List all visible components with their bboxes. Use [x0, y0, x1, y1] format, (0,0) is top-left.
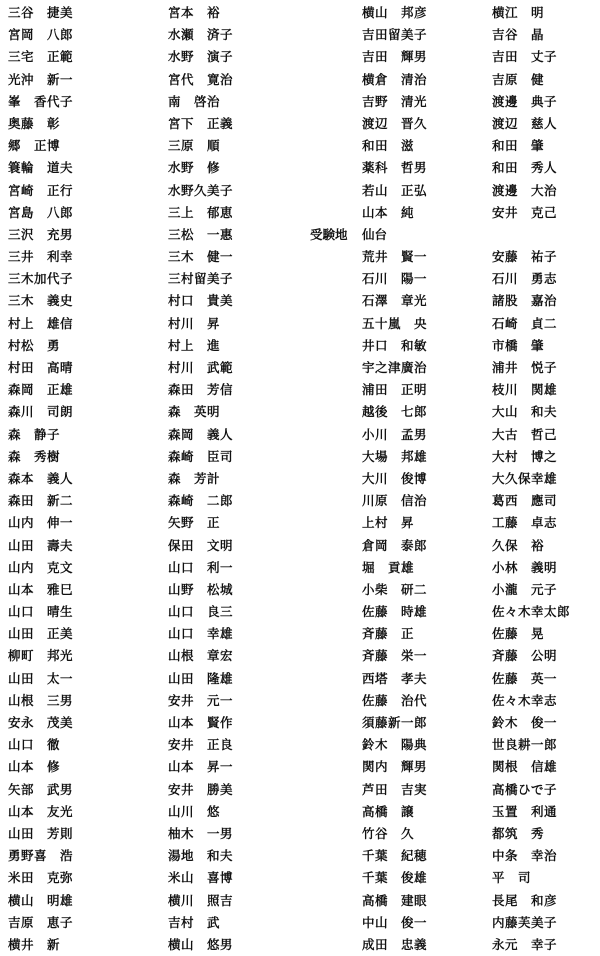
name-entry: 山本 昇一 — [168, 759, 234, 775]
name-entry: 中条 幸治 — [492, 848, 558, 864]
name-entry: 山口 利一 — [168, 559, 234, 575]
name-entry: 森田 新二 — [8, 493, 74, 509]
name-entry: 倉岡 泰郎 — [362, 537, 428, 553]
name-entry: 山本 友光 — [8, 803, 74, 819]
name-entry: 山田 太一 — [8, 670, 74, 686]
name-entry: 森岡 義人 — [168, 426, 234, 442]
name-entry: 峯 香代子 — [8, 93, 74, 109]
name-entry: 斉藤 公明 — [492, 648, 558, 664]
name-entry: 大久保幸雄 — [492, 470, 558, 486]
name-entry: 柳町 邦光 — [8, 648, 74, 664]
name-entry: 宇之津廣治 — [362, 360, 428, 375]
name-entry: 和田 肇 — [492, 138, 545, 154]
name-entry: 三木 義史 — [8, 293, 74, 309]
name-entry: 須藤新一郎 — [362, 715, 428, 730]
name-entry: 三木加代子 — [8, 271, 74, 287]
name-entry: 薬科 哲男 — [362, 160, 428, 176]
name-entry: 村田 高晴 — [8, 360, 74, 375]
name-entry: 南 啓治 — [168, 93, 221, 109]
name-entry: 森 英明 — [168, 404, 221, 420]
name-entry: 森岡 正雄 — [8, 382, 74, 398]
name-entry: 山本 純 — [362, 204, 415, 220]
name-entry: 鈴木 俊一 — [492, 715, 558, 730]
name-entry: 横山 邦彦 — [362, 5, 428, 20]
name-entry: 山内 克文 — [8, 559, 74, 575]
name-entry: 横山 悠男 — [168, 936, 234, 952]
name-entry: 宮崎 正行 — [8, 182, 74, 198]
name-entry: 米山 喜博 — [168, 870, 234, 886]
name-entry: 若山 正弘 — [362, 182, 428, 198]
name-entry: 安井 勝美 — [168, 781, 234, 797]
name-entry: 森 芳計 — [168, 470, 221, 486]
name-entry: 横江 明 — [492, 5, 545, 20]
name-entry: 浦田 正明 — [362, 382, 428, 398]
name-entry: 鈴木 陽典 — [362, 737, 428, 753]
name-entry: 安井 正良 — [168, 737, 234, 753]
name-entry: 成田 忠義 — [362, 936, 428, 952]
name-entry: 五十嵐 央 — [362, 315, 428, 331]
name-entry: 勇野喜 浩 — [8, 848, 74, 864]
name-entry: 山田 正美 — [8, 626, 74, 642]
name-entry: 長尾 和彦 — [492, 892, 558, 908]
name-entry: 平 司 — [492, 870, 532, 886]
name-entry: 大山 和夫 — [492, 404, 558, 420]
name-entry: 吉原 健 — [492, 71, 545, 87]
name-entry: 斉藤 正 — [362, 626, 415, 642]
name-entry: 渡辺 慈人 — [492, 115, 558, 131]
name-entry: 佐々木幸太郎 — [492, 604, 571, 620]
name-entry: 吉野 清光 — [362, 93, 428, 109]
name-entry: 和田 滋 — [362, 138, 415, 154]
name-entry: 柚木 一男 — [168, 825, 234, 841]
name-entry: 山口 良三 — [168, 604, 234, 620]
name-entry: 斉藤 栄一 — [362, 648, 428, 664]
name-entry: 大川 俊博 — [362, 470, 428, 486]
name-entry: 三上 郁恵 — [168, 204, 234, 220]
name-entry: 井口 和敏 — [362, 337, 428, 353]
name-entry: 矢部 武男 — [8, 781, 74, 797]
name-entry: 佐藤 英一 — [492, 670, 558, 686]
exam-location-value: 仙台 — [362, 227, 388, 242]
name-entry: 水野 演子 — [168, 49, 234, 65]
name-entry: 村上 進 — [168, 337, 221, 353]
name-entry: 山本 修 — [8, 759, 61, 775]
name-entry: 保田 文明 — [168, 537, 234, 553]
name-entry: 安永 茂美 — [8, 715, 74, 730]
name-entry: 奥藤 彰 — [8, 115, 61, 131]
name-entry: 三原 順 — [168, 138, 221, 154]
name-entry: 横倉 清治 — [362, 71, 428, 87]
name-entry: 郷 正博 — [8, 138, 61, 154]
name-entry: 山田 壽夫 — [8, 537, 74, 553]
name-entry: 水野 修 — [168, 160, 221, 176]
name-entry: 森川 司朗 — [8, 404, 74, 420]
name-entry: 都筑 秀 — [492, 825, 545, 841]
name-entry: 村川 昇 — [168, 315, 221, 331]
name-entry: 山本 雅巳 — [8, 581, 74, 597]
name-entry: 水瀬 済子 — [168, 27, 234, 43]
name-entry: 小柴 研二 — [362, 581, 428, 597]
name-entry: 高橋 譲 — [362, 803, 415, 819]
name-entry: 三木 健一 — [168, 249, 234, 265]
name-entry: 渡邊 典子 — [492, 93, 558, 109]
name-entry: 村口 貴美 — [168, 293, 234, 309]
name-entry: 中山 俊一 — [362, 914, 428, 930]
name-entry: 枝川 関雄 — [492, 382, 558, 398]
name-entry: 三宅 正範 — [8, 49, 74, 65]
name-entry: 佐藤 治代 — [362, 692, 428, 708]
name-entry: 関内 輝男 — [362, 759, 428, 775]
name-entry: 小瀧 元子 — [492, 581, 558, 597]
name-entry: 湯地 和夫 — [168, 848, 234, 864]
name-entry: 工藤 卓志 — [492, 515, 558, 531]
name-entry: 簑輪 道夫 — [8, 160, 74, 176]
name-entry: 大古 哲己 — [492, 426, 558, 442]
name-entry: 諸股 嘉治 — [492, 293, 558, 309]
name-column-3 — [362, 2, 472, 956]
name-column-1 — [8, 2, 118, 956]
name-entry: 堀 貢雄 — [362, 559, 415, 575]
exam-location-label: 受験地 — [310, 227, 348, 242]
name-entry: 宮下 正義 — [168, 115, 234, 131]
name-entry: 永元 幸子 — [492, 936, 558, 952]
name-entry: 吉谷 晶 — [492, 27, 545, 43]
name-entry: 世良耕一郎 — [492, 737, 558, 753]
name-entry: 高橋ひで子 — [492, 781, 558, 797]
name-entry: 石川 陽一 — [362, 271, 428, 287]
name-entry: 森崎 二郎 — [168, 493, 234, 509]
name-entry: 山田 隆雄 — [168, 670, 234, 686]
name-entry: 山根 三男 — [8, 692, 74, 708]
name-entry: 越後 七郎 — [362, 404, 428, 420]
name-entry: 山口 晴生 — [8, 604, 74, 620]
name-entry: 森 静子 — [8, 426, 61, 442]
name-entry: 竹谷 久 — [362, 825, 415, 841]
name-entry: 山内 伸一 — [8, 515, 74, 531]
name-entry: 森田 芳信 — [168, 382, 234, 398]
name-entry: 吉田 輝男 — [362, 49, 428, 65]
name-entry: 石澤 章光 — [362, 293, 428, 309]
name-column-2 — [168, 2, 278, 956]
name-entry: 光沖 新一 — [8, 71, 74, 87]
name-entry: 山口 徹 — [8, 737, 61, 753]
name-entry: 関根 信雄 — [492, 759, 558, 775]
name-column-4 — [492, 2, 600, 956]
name-entry: 佐藤 時雄 — [362, 604, 428, 620]
name-entry: 内藤芙美子 — [492, 914, 558, 930]
name-entry: 山川 悠 — [168, 803, 221, 819]
name-entry: 佐々木幸志 — [492, 692, 558, 708]
name-entry: 千葉 紀穂 — [362, 848, 428, 864]
name-entry: 三村留美子 — [168, 271, 234, 287]
name-entry: 上村 昇 — [362, 515, 415, 531]
name-entry: 三沢 充男 — [8, 226, 74, 242]
name-entry: 渡邊 大治 — [492, 182, 558, 198]
name-entry: 山野 松城 — [168, 581, 234, 597]
name-entry: 渡辺 晋久 — [362, 115, 428, 131]
name-entry: 宮代 寛治 — [168, 71, 234, 87]
name-entry: 宮岡 八郎 — [8, 27, 74, 43]
name-entry: 横井 新 — [8, 936, 61, 952]
name-entry: 吉田留美子 — [362, 27, 428, 43]
name-entry: 山田 芳則 — [8, 825, 74, 841]
name-entry: 西塔 孝夫 — [362, 670, 428, 686]
name-entry: 吉村 武 — [168, 914, 221, 930]
name-entry: 大場 邦雄 — [362, 448, 428, 464]
name-entry: 村松 勇 — [8, 337, 61, 353]
name-entry: 森崎 臣司 — [168, 448, 234, 464]
name-entry: 三井 利幸 — [8, 249, 74, 265]
name-entry — [492, 224, 600, 246]
name-entry: 吉原 恵子 — [8, 914, 74, 930]
name-entry: 小林 義明 — [492, 559, 558, 575]
name-entry: 高橋 建眼 — [362, 892, 428, 908]
name-entry: 荒井 賢一 — [362, 249, 428, 265]
name-entry: 佐藤 晃 — [492, 626, 545, 642]
name-entry: 宮島 八郎 — [8, 204, 74, 220]
name-entry: 石川 勇志 — [492, 271, 558, 287]
name-entry: 吉田 丈子 — [492, 49, 558, 65]
name-entry: 山本 賢作 — [168, 715, 234, 730]
name-entry: 市橋 肇 — [492, 337, 545, 353]
name-entry: 葛西 應司 — [492, 493, 558, 509]
name-entry: 久保 裕 — [492, 537, 545, 553]
name-entry: 石崎 貞二 — [492, 315, 558, 331]
name-entry: 森 秀樹 — [8, 448, 61, 464]
name-entry: 宮本 裕 — [168, 5, 221, 20]
name-entry: 小川 孟男 — [362, 426, 428, 442]
name-entry: 三松 一惠 — [168, 226, 234, 242]
name-entry: 安井 元一 — [168, 692, 234, 708]
name-entry: 大村 博之 — [492, 448, 558, 464]
name-entry: 横山 明雄 — [8, 892, 74, 908]
name-entry: 山根 章宏 — [168, 648, 234, 664]
name-entry: 水野久美子 — [168, 182, 234, 198]
name-entry: 矢野 正 — [168, 515, 221, 531]
name-entry: 芦田 吉実 — [362, 781, 428, 797]
name-entry: 安藤 祐子 — [492, 249, 558, 265]
name-entry: 和田 秀人 — [492, 160, 558, 176]
name-entry: 山口 幸雄 — [168, 626, 234, 642]
name-entry: 横川 照吉 — [168, 892, 234, 908]
name-entry: 玉置 利通 — [492, 803, 558, 819]
name-entry: 森本 義人 — [8, 470, 74, 486]
name-entry: 三谷 捷美 — [8, 5, 74, 20]
name-entry: 千葉 俊雄 — [362, 870, 428, 886]
name-entry: 村上 雄信 — [8, 315, 74, 331]
name-entry: 浦井 悦子 — [492, 360, 558, 375]
name-entry: 米田 克弥 — [8, 870, 74, 886]
name-entry: 川原 信治 — [362, 493, 428, 509]
name-entry: 村川 武範 — [168, 360, 234, 375]
name-entry: 安井 克己 — [492, 204, 558, 220]
